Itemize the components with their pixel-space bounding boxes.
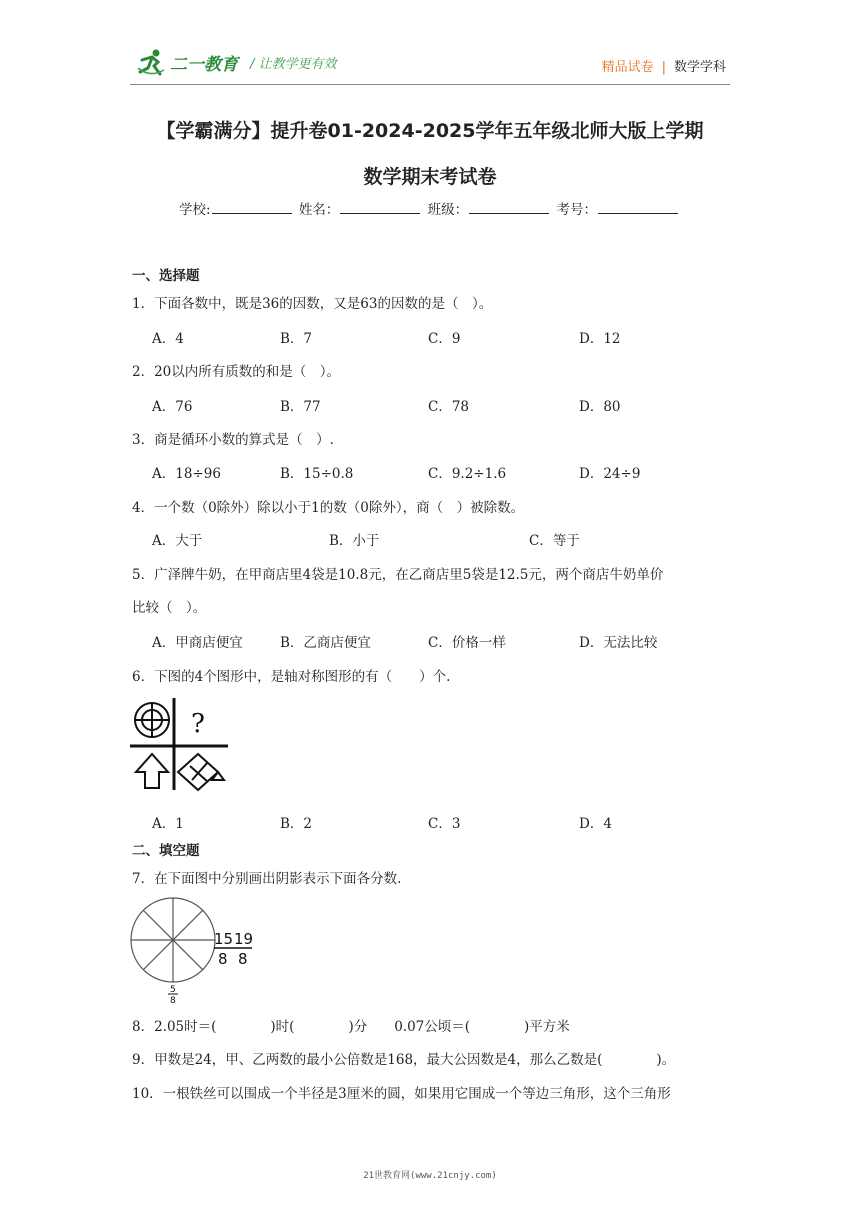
school-label: 学校: [179,202,211,218]
fraction-1-denominator: 8 [218,950,228,968]
option-d[interactable]: D．24÷9 [579,466,641,482]
option-d[interactable]: D．80 [579,399,621,415]
fraction-3-label [168,985,178,1004]
option-d[interactable]: D．12 [579,331,621,347]
question-mark-shape: ? [191,709,205,739]
question-4: 4．一个数（0除外）除以小于1的数（0除外），商（ ）被除数。 [132,500,525,516]
option-c[interactable]: C．9.2÷1.6 [428,466,507,482]
question-9: 9．甲数是24，甲、乙两数的最小公倍数是168，最大公因数是4，那么乙数是( )。 [132,1052,676,1068]
option-b[interactable]: B．乙商店便宜 [280,635,371,651]
header-divider [130,84,730,85]
diamond-shape [178,754,224,790]
runner-logo-icon [136,48,166,76]
option-c[interactable]: C．等于 [529,533,580,549]
option-b[interactable]: B．15÷0.8 [280,466,354,482]
option-c[interactable]: C．价格一样 [428,635,506,651]
question-8: 8．2.05时＝( )时( )分 0.07公顷＝( )平方米 [132,1019,570,1035]
option-b[interactable]: B．7 [280,331,313,347]
option-b[interactable]: B．77 [280,399,321,415]
section-fill-title: 二、填空题 [132,843,200,859]
question-3: 3．商是循环小数的算式是（ ）. [132,432,334,448]
class-blank[interactable] [469,199,549,214]
name-blank[interactable] [340,199,420,214]
school-blank[interactable] [212,199,292,214]
header-right [602,56,726,75]
fraction-2-numerator: 19 [234,930,254,948]
fraction-2-denominator: 8 [238,950,248,968]
exam-no-label: 考号： [556,202,597,218]
option-a[interactable]: A．4 [152,331,184,347]
question-5-line2: 比较（ ）。 [132,600,207,616]
doc-title-line2: 数学期末考试卷 [363,166,497,188]
option-d[interactable]: D．4 [579,816,612,832]
option-a[interactable]: A．大于 [152,533,203,549]
name-label: 姓名： [298,202,340,218]
exam-no-blank[interactable] [598,199,678,214]
arrow-up-shape [136,754,168,788]
header-label-subject: 数学学科 [673,60,726,75]
divided-circle [131,898,215,982]
brand-name: 二一教育 [170,54,238,75]
section-choice-title: 一、选择题 [132,268,200,284]
option-a[interactable]: A．76 [152,399,193,415]
question-5-line1: 5．广泽牌牛奶，在甲商店里4袋是10.8元，在乙商店里5袋是12.5元，两个商店牛奶单价 [132,567,664,583]
ring-target-shape [135,703,169,737]
option-a[interactable]: A．1 [152,816,184,832]
header-label-premium: 精品试卷 [601,60,654,75]
question-1: 1．下面各数中，既是36的因数，又是63的因数的是（ ）。 [132,296,493,312]
brand-slogan: / 让教学更有效 [250,56,337,72]
brand [136,48,337,76]
class-label: 班级： [427,202,469,218]
option-b[interactable]: B．小于 [329,533,380,549]
fraction-labels [214,930,253,968]
question-7: 7．在下面图中分别画出阴影表示下面各分数. [132,871,402,887]
doc-title-line1: 【学霸满分】提升卷01-2024-2025学年五年级北师大版上学期 [156,120,704,142]
page-footer: 21世教育网(www.21cnjy.com) [363,1171,497,1181]
option-a[interactable]: A．甲商店便宜 [152,635,243,651]
symmetry-figure [130,696,230,792]
option-d[interactable]: D．无法比较 [579,635,658,651]
student-info-line [0,198,860,218]
fraction-3-numerator: 5 [170,985,176,995]
header-separator: | [661,60,666,75]
option-c[interactable]: C．78 [428,399,470,415]
question-10: 10．一根铁丝可以围成一个半径是3厘米的圆，如果用它围成一个等边三角形，这个三角形 [132,1086,671,1102]
fraction-3-denominator: 8 [170,996,176,1004]
question-2: 2．20以内所有质数的和是（ ）。 [132,364,341,380]
fraction-1-numerator: 15 [214,930,234,948]
option-c[interactable]: C．9 [428,331,461,347]
option-b[interactable]: B．2 [280,816,313,832]
option-c[interactable]: C．3 [428,816,461,832]
fraction-circle-figure [128,896,258,1004]
option-a[interactable]: A．18÷96 [152,466,221,482]
question-6: 6．下图的4个图形中，是轴对称图形的有（ ）个. [132,669,451,685]
